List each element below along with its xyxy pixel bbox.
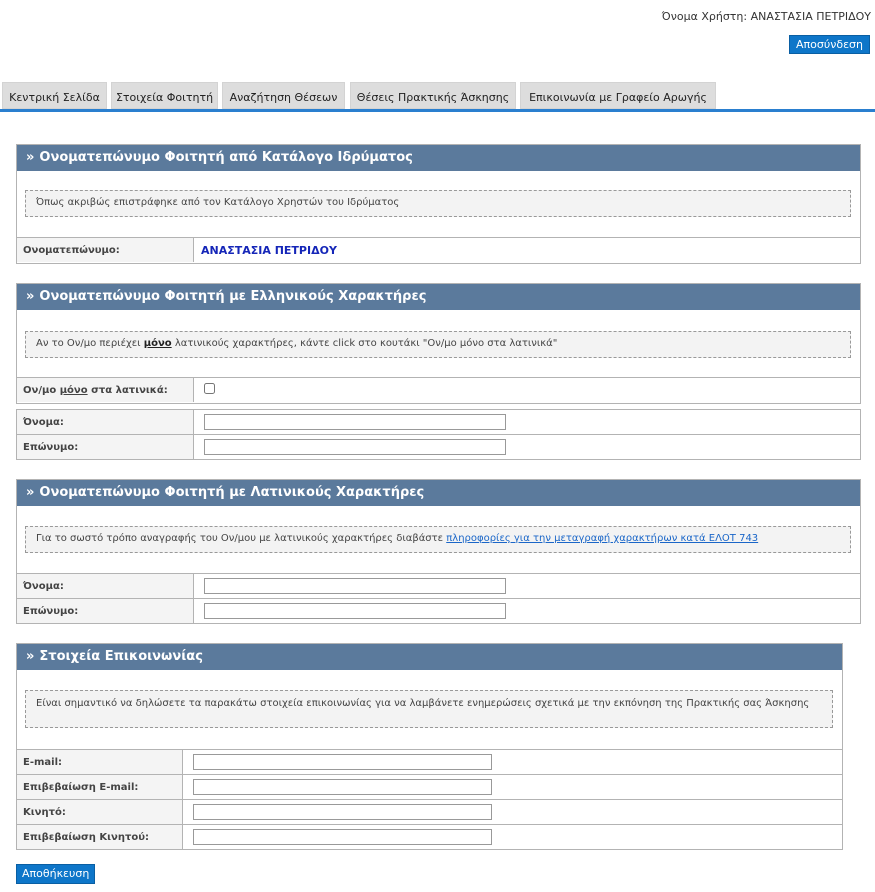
table-row [17,750,842,775]
info-area [17,506,860,573]
table-row [17,825,842,850]
table-row [17,599,860,624]
section-contact-info [16,643,843,850]
full-name-label: Ονοματεπώνυμο: [17,238,194,263]
table-row [17,775,842,800]
section-greek-name [16,283,861,404]
elot-743-link[interactable]: πληροφορίες για την μεταγραφή χαρακτήρων κατά ΕΛΟΤ 743 [446,533,759,544]
tab-contact-helpdesk[interactable]: Επικοινωνία με Γραφείο Αρωγής [520,82,716,109]
info-area [17,171,860,237]
tab-student-info[interactable]: Στοιχεία Φοιτητή [111,82,218,109]
full-name-cell [194,238,861,263]
email-confirm-label: Επιβεβαίωση E-mail: [17,775,183,800]
info-box [25,190,851,217]
greek-name-table [17,410,860,459]
latin-only-cell [194,378,861,403]
contact-table [17,749,842,849]
email-input[interactable] [193,754,492,770]
table-row [17,800,842,825]
section-header [17,284,860,310]
tab-home[interactable]: Κεντρική Σελίδα [2,82,107,109]
mobile-confirm-input[interactable] [193,829,492,845]
section-header [17,145,860,171]
greek-first-name-input[interactable] [204,414,506,430]
email-confirm-cell [183,775,843,800]
section-header [17,480,860,506]
save-button[interactable]: Αποθήκευση [16,864,95,884]
mobile-cell [183,800,843,825]
tab-search-positions[interactable]: Αναζήτηση Θέσεων [222,82,345,109]
table-row [17,238,860,263]
section-title: Ονοματεπώνυμο Φοιτητή με Ελληνικούς Χαρακτήρες [39,289,427,304]
info-box [25,526,851,553]
latin-last-name-label: Επώνυμο: [17,599,194,624]
table-row [17,435,860,460]
greek-last-name-label: Επώνυμο: [17,435,194,460]
info-text-post: λατινικούς χαρακτήρες, κάντε click στο κουτάκι "Ον/μο μόνο στα λατινικά" [171,338,558,349]
email-label: E-mail: [17,750,183,775]
latin-first-name-cell [194,574,861,599]
mobile-confirm-label: Επιβεβαίωση Κινητού: [17,825,183,850]
raquo-icon: » [26,150,35,165]
raquo-icon: » [26,649,35,664]
mobile-confirm-cell [183,825,843,850]
info-text-pre: Αν το Ον/μο περιέχει [36,338,144,349]
greek-last-name-input[interactable] [204,439,506,455]
latin-name-table [17,574,860,623]
latin-first-name-input[interactable] [204,578,506,594]
section-title: Στοιχεία Επικοινωνίας [39,649,203,664]
greek-name-fields [16,409,861,460]
greek-first-name-label: Όνομα: [17,410,194,435]
table-row [17,574,860,599]
raquo-icon: » [26,485,35,500]
info-text-bold: μόνο [143,338,172,349]
info-text-pre: Για το σωστό τρόπο αναγραφής του Ον/μου με λατινικούς χαρακτήρες διαβάστε [36,533,447,544]
info-text: Είναι σημαντικό να δηλώσετε τα παρακάτω στοιχεία επικοινωνίας για να λαμβάνετε ενημερώσεις σχετικά με την εκπόνηση της Πρακτικής σας Άσκησης [36,698,810,709]
latin-first-name-label: Όνομα: [17,574,194,599]
section-latin-name [16,479,861,574]
mobile-label: Κινητό: [17,800,183,825]
name-table [17,237,860,262]
latin-last-name-cell [194,599,861,624]
table-row [17,410,860,435]
info-area [17,310,860,377]
greek-last-name-cell [194,435,861,460]
latin-only-label [17,378,194,403]
info-text: Όπως ακριβώς επιστράφηκε από τον Κατάλογο Χρηστών του Ιδρύματος [36,197,400,208]
section-header [17,644,842,670]
latin-name-fields [16,573,861,624]
table-row [17,378,860,403]
email-cell [183,750,843,775]
section-title: Ονοματεπώνυμο Φοιτητή με Λατινικούς Χαρακτήρες [39,485,425,500]
latin-only-label-post: στα λατινικά: [87,384,168,396]
info-box [25,331,851,358]
latin-last-name-input[interactable] [204,603,506,619]
logout-button[interactable]: Αποσύνδεση [789,35,870,54]
greek-first-name-cell [194,410,861,435]
full-name-value: ΑΝΑΣΤΑΣΙΑ ΠΕΤΡΙΔΟΥ [201,243,337,257]
latin-only-table [17,377,860,402]
info-box [25,690,833,728]
section-title: Ονοματεπώνυμο Φοιτητή από Κατάλογο Ιδρύματος [39,150,413,165]
email-confirm-input[interactable] [193,779,492,795]
latin-only-label-bold: μόνο [59,384,88,396]
section-institution-name [16,144,861,264]
mobile-input[interactable] [193,804,492,820]
tab-underline [0,109,875,112]
info-area [17,670,842,749]
tab-internship-positions[interactable]: Θέσεις Πρακτικής Άσκησης [350,82,516,109]
current-user-label: Όνομα Χρήστη: ΑΝΑΣΤΑΣΙΑ ΠΕΤΡΙΔΟΥ [661,10,871,23]
latin-only-checkbox[interactable] [204,383,215,394]
latin-only-label-pre: Ον/μο [23,384,60,396]
raquo-icon: » [26,289,35,304]
